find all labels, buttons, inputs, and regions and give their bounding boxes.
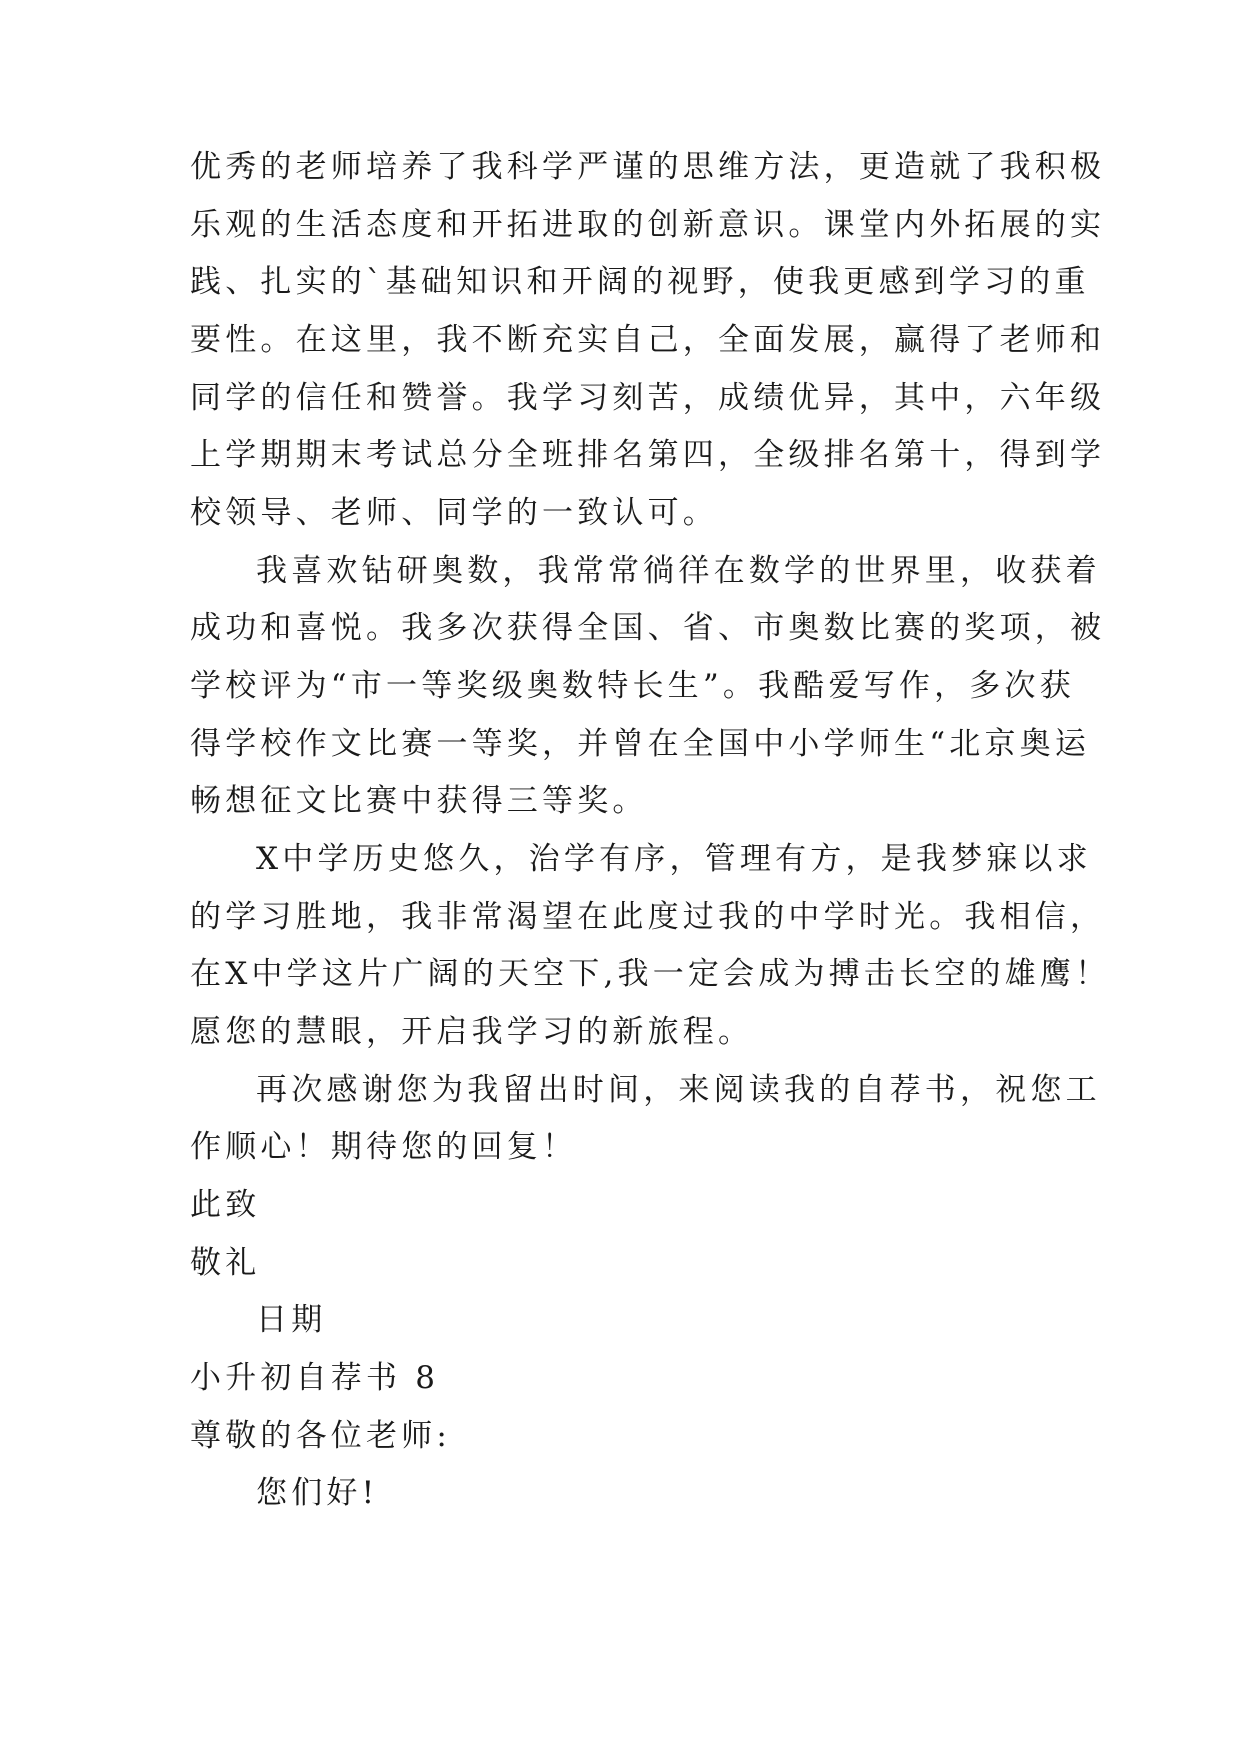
text-line: 作顺心！期待您的回复！ bbox=[190, 1129, 578, 1165]
text-line: 践、扎实的`基础知识和开阔的视野，使我更感到学习的重 bbox=[190, 264, 1090, 300]
section-title: 小升初自荐书 8 bbox=[190, 1360, 440, 1396]
text-line: 在X中学这片广阔的天空下,我一定会成为搏击长空的雄鹰！ bbox=[190, 956, 1111, 992]
text-line: 优秀的老师培养了我科学严谨的思维方法，更造就了我积极 bbox=[190, 149, 1106, 185]
paragraph-start-line: 再次感谢您为我留出时间，来阅读我的自荐书，祝您工 bbox=[256, 1072, 1101, 1108]
text-line: 得学校作文比赛一等奖，并曾在全国中小学师生“北京奥运 bbox=[190, 726, 1091, 762]
text-line: 乐观的生活态度和开拓进取的创新意识。课堂内外拓展的实 bbox=[190, 207, 1106, 243]
closing-line: 此致 bbox=[190, 1187, 261, 1223]
text-line: 同学的信任和赞誉。我学习刻苦，成绩优异，其中，六年级 bbox=[190, 380, 1106, 416]
closing-line: 敬礼 bbox=[190, 1245, 261, 1281]
salutation-line: 尊敬的各位老师: bbox=[190, 1418, 452, 1454]
date-line: 日期 bbox=[256, 1302, 327, 1338]
paragraph-start-line: 我喜欢钻研奥数，我常常徜徉在数学的世界里，收获着 bbox=[256, 553, 1101, 589]
text-line: 愿您的慧眼，开启我学习的新旅程。 bbox=[190, 1014, 754, 1050]
text-line: 学校评为“市一等奖级奥数特长生”。我酷爱写作，多次获 bbox=[190, 668, 1075, 704]
text-line: 要性。在这里，我不断充实自己，全面发展，赢得了老师和 bbox=[190, 322, 1106, 358]
text-line: 畅想征文比赛中获得三等奖。 bbox=[190, 783, 648, 819]
text-line: 校领导、老师、同学的一致认可。 bbox=[190, 495, 718, 531]
text-line: 的学习胜地，我非常渴望在此度过我的中学时光。我相信， bbox=[190, 899, 1106, 935]
greeting-line: 您们好! bbox=[256, 1475, 379, 1511]
paragraph-start-line: X中学历史悠久，治学有序，管理有方，是我梦寐以求 bbox=[256, 841, 1092, 877]
text-line: 上学期期末考试总分全班排名第四，全级排名第十，得到学 bbox=[190, 437, 1106, 473]
text-line: 成功和喜悦。我多次获得全国、省、市奥数比赛的奖项，被 bbox=[190, 610, 1106, 646]
